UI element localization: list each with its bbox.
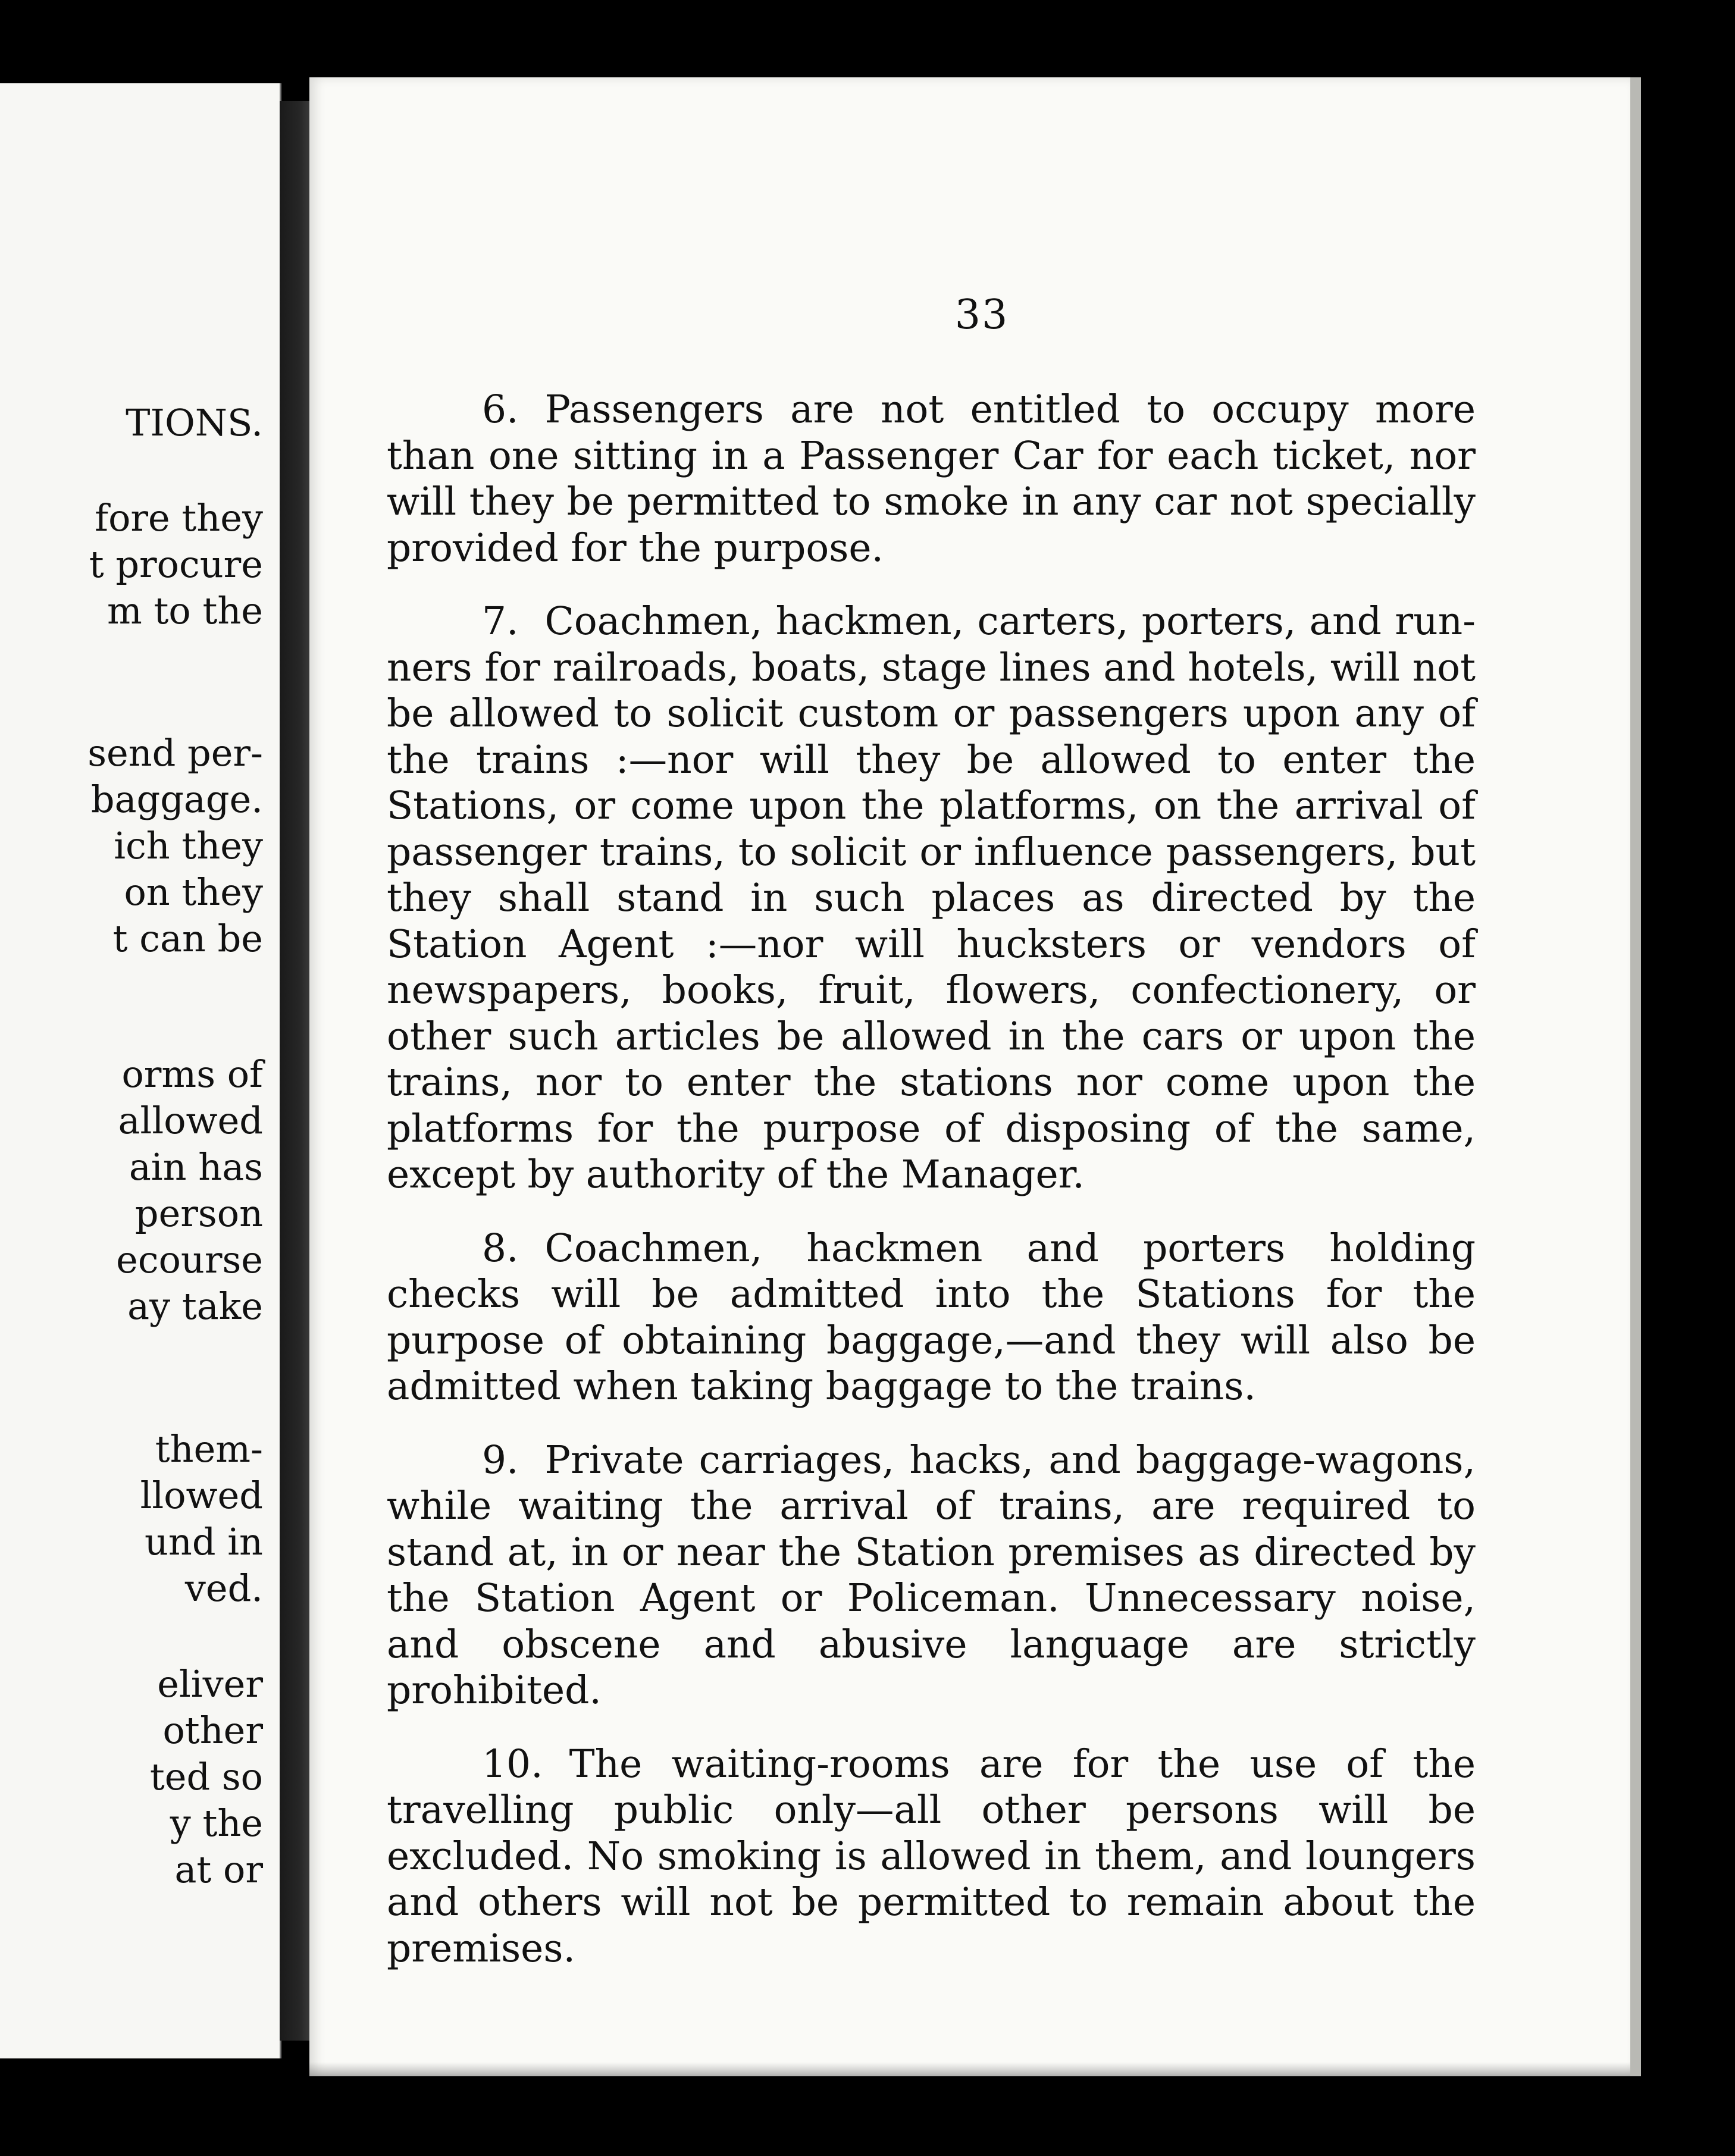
left-fragment: t procure (89, 543, 263, 586)
rule-number: 6. (482, 387, 519, 432)
rule-text: Coachmen, hackmen and porters holding checks will be admitted into the Stations for the purpose of obtaining baggage,—and they will also be admitted when taking baggage to the trains. (387, 1226, 1476, 1409)
page-number: 33 (954, 292, 1009, 339)
left-fragment: ain has (129, 1145, 263, 1189)
left-fragment: them- (155, 1427, 263, 1471)
rule-number: 8. (482, 1226, 519, 1271)
left-fragment: t can be (112, 917, 263, 960)
previous-page (0, 83, 281, 2058)
rule-text: Coachmen, hackmen, carters, porters, and runners for railroads, boats, stage lines and hotels, will not be allowed to solicit custom or passengers upon any of the trains :—nor will they be allowed to enter the Stations, or come upon the platforms, on the arrival of passenger trains, to solicit or influence passengers, but they shall stand in such places as directed by the Station Agent :—nor will hucksters or vendors of newspapers, books, fruit, flowers, confectionery, or other such articles be allowed in the cars or upon the trains, nor to enter the stations nor come upon the platforms for the purpose of disposing of the same, except by authority of the Manager. (387, 599, 1476, 1197)
rule-paragraph (387, 1437, 1476, 1714)
left-fragment: TIONS. (126, 401, 263, 444)
left-fragment: eliver (157, 1662, 263, 1706)
left-fragment: at or (174, 1848, 263, 1891)
left-fragment: send per- (87, 731, 263, 775)
page-edge-shadow (309, 2062, 1630, 2076)
left-fragment: y the (170, 1801, 263, 1845)
rule-paragraph (387, 1226, 1476, 1410)
left-fragment: ecourse (116, 1238, 263, 1281)
left-fragment: fore they (95, 496, 263, 540)
left-fragment: person (134, 1192, 263, 1235)
rule-paragraph (387, 598, 1476, 1198)
rule-number: 10. (482, 1741, 543, 1787)
rules-list (387, 387, 1476, 1999)
left-fragment: baggage. (90, 778, 263, 821)
left-fragment: on they (124, 870, 263, 914)
rule-paragraph (387, 1741, 1476, 1972)
left-fragment: llowed (140, 1474, 263, 1517)
left-fragment: m to the (107, 589, 263, 632)
left-fragment: allowed (118, 1099, 263, 1142)
left-fragment: ay take (127, 1284, 263, 1328)
rule-paragraph (387, 387, 1476, 571)
current-page (309, 77, 1641, 2076)
rule-number: 7. (482, 599, 519, 644)
rule-text: Private carriages, hacks, and baggage-wagons, while waiting the arrival of trains, are required to stand at, in or near the Station premises as directed by the Station Agent or Policeman. Unnecessary noise, and obscene and abusive language are strictly prohibited. (387, 1437, 1476, 1713)
left-fragment: und in (144, 1520, 263, 1563)
left-fragment: orms of (121, 1052, 263, 1096)
left-fragment: ich they (114, 824, 263, 867)
rule-text: Passengers are not entitled to occupy more than one sitting in a Passenger Car for each ticket, nor will they be permitted to smoke in any car not specially provided for the purpose. (387, 387, 1476, 571)
left-fragment: other (162, 1709, 263, 1752)
left-fragment: ved. (184, 1566, 263, 1610)
left-fragment: ted so (149, 1755, 263, 1798)
rule-number: 9. (482, 1437, 519, 1483)
rule-text: The waiting-rooms are for the use of the travelling public only—all other persons will be excluded. No smoking is allowed in them, and loungers and others will not be permitted to remain about the premises. (387, 1741, 1476, 1971)
